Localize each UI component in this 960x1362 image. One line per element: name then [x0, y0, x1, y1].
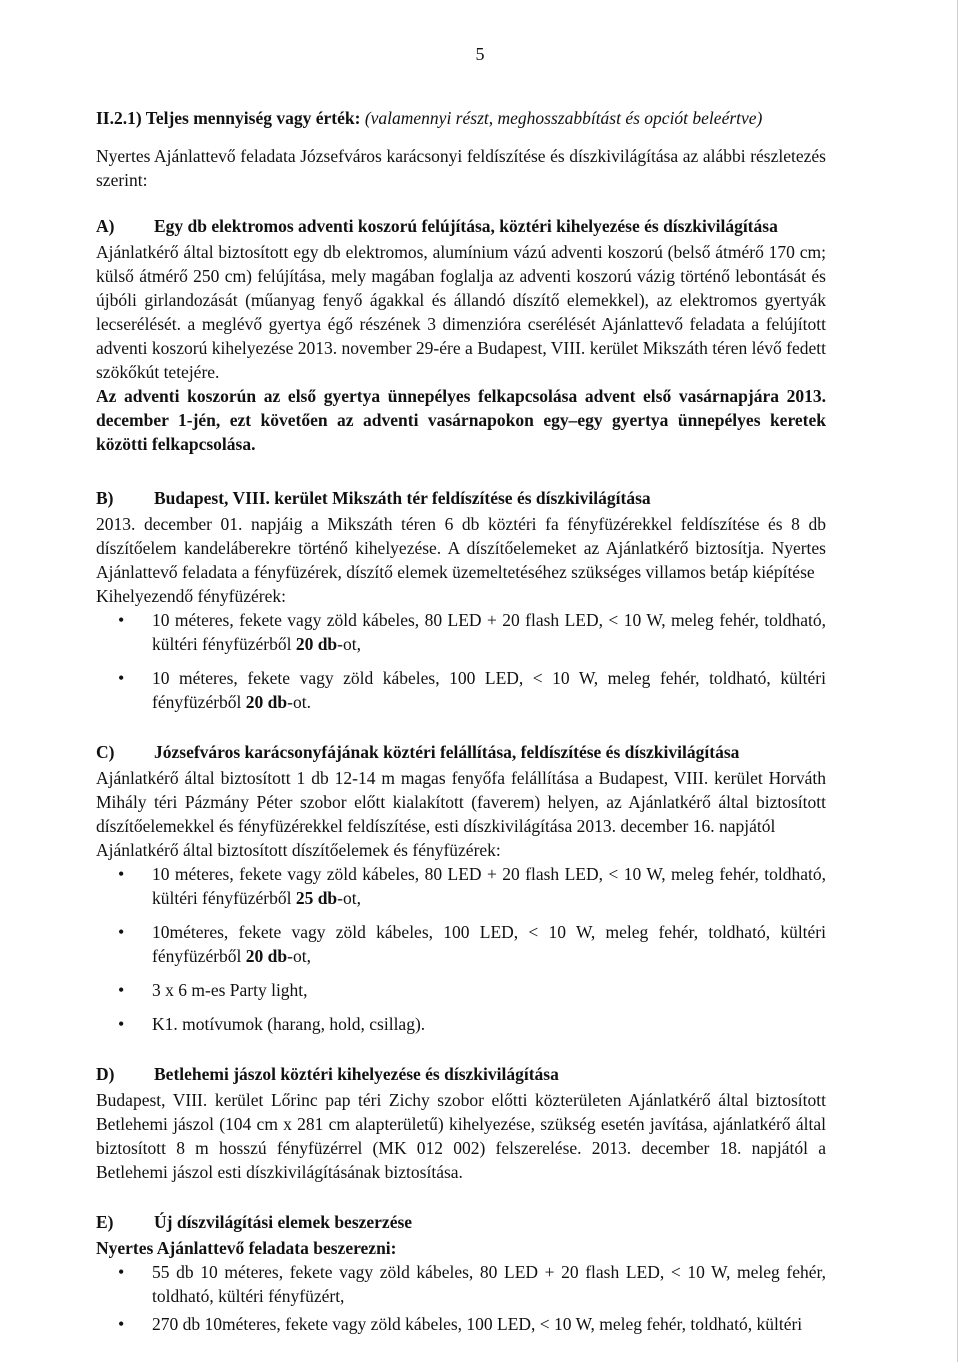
- section-b-title: [96, 486, 826, 510]
- list-item: [96, 862, 826, 910]
- section-c-title-text: Józsefváros karácsonyfájának köztéri felállítása, feldíszítése és díszkivilágítása: [154, 742, 740, 762]
- heading-italic-note: (valamennyi részt, meghosszabbítást és opciót beleértve): [364, 108, 763, 128]
- section-c-list: [96, 862, 826, 1036]
- list-item-text: 55 db 10 méteres, fekete vagy zöld kábeles, 80 LED + 20 flash LED, < 10 W, meleg fehér, toldható, kültéri fényfüzért,: [152, 1262, 826, 1306]
- section-e-title: [96, 1210, 826, 1234]
- page-edge-line: [957, 0, 958, 1362]
- list-item-suffix: -ot.: [287, 692, 311, 712]
- section-d-title: [96, 1062, 826, 1086]
- document-body: [96, 106, 826, 1346]
- section-d-text: Budapest, VIII. kerület Lőrinc pap téri Zichy szobor előtti közterületen Ajánlatkérő által biztosított Betlehemi jászol (104 cm x 281 cm alapterületű) kihelyezése, szükség esetén javítása, ajánlatkérő által biztosított 8 m hosszú fényfüzérrel (MK 012 002) felszerelése. 2013. december 18. napjától a Betlehemi jászol esti díszkivilágításának biztosítása.: [96, 1090, 826, 1182]
- list-item-quantity: 20 db: [245, 946, 288, 966]
- list-item: [96, 920, 826, 968]
- section-c: [96, 740, 826, 1036]
- section-d-letter: D): [96, 1064, 115, 1084]
- heading-label: II.2.1) Teljes mennyiség vagy érték:: [96, 108, 365, 128]
- list-item-suffix: -ot,: [337, 634, 361, 654]
- section-a-title-text: Egy db elektromos adventi koszorú felújítása, köztéri kihelyezése és díszkivilágítása: [154, 216, 778, 236]
- section-d: [96, 1062, 826, 1184]
- list-item: [96, 666, 826, 714]
- list-item-text: 10 méteres, fekete vagy zöld kábeles, 80 LED + 20 flash LED, < 10 W, meleg fehér, toldható, kültéri fényfüzérből: [152, 610, 826, 654]
- list-item-quantity: 20 db: [245, 692, 288, 712]
- section-e-list: [96, 1260, 826, 1336]
- list-item-suffix: -ot,: [337, 888, 361, 908]
- list-item: [96, 1312, 826, 1336]
- list-item: [96, 1012, 826, 1036]
- list-item: [96, 978, 826, 1002]
- section-e-list-intro: Nyertes Ajánlattevő feladata beszerezni:: [96, 1238, 397, 1258]
- page-number: 5: [475, 44, 485, 64]
- section-a-letter: A): [96, 216, 115, 236]
- section-b-list: [96, 608, 826, 714]
- list-item-quantity: 20 db: [295, 634, 338, 654]
- section-b-text: 2013. december 01. napjáig a Mikszáth téren 6 db köztéri fa fényfüzérekkel feldíszítése és 8 db díszítőelem kandeláberekre történő kihelyezése. A díszítőelemeket az Ajánlatkérő biztosítja. Nyertes Ajánlattevő feladata a fényfüzérek, díszítő elemek üzemeltetéséhez szükséges villamos betáp kiépítése: [96, 514, 826, 582]
- section-b-list-intro: Kihelyezendő fényfüzérek:: [96, 586, 286, 606]
- section-a: [96, 214, 826, 456]
- list-item-text: 3 x 6 m-es Party light,: [152, 980, 308, 1000]
- list-item-quantity: 25 db: [295, 888, 338, 908]
- section-d-title-text: Betlehemi jászol köztéri kihelyezése és díszkivilágítása: [154, 1064, 559, 1084]
- section-e: [96, 1210, 826, 1336]
- section-a-bold-text: Az adventi koszorún az első gyertya ünnepélyes felkapcsolása advent első vasárnapjára 2013. december 1-jén, ezt követően az adventi vasárnapokon egy–egy gyertya ünnepélyes keretek közötti felkapcsolása.: [96, 386, 826, 454]
- section-b-letter: B): [96, 488, 114, 508]
- section-c-text: Ajánlatkérő által biztosított 1 db 12-14 m magas fenyőfa felállítása a Budapest, VIII. kerület Horváth Mihály téri Pázmány Péter szobor előtt kialakított (faverem) helyen, az Ajánlatkérő által biztosított díszítőelemekkel és fényfüzérekkel feldíszítése, esti díszkivilágítása 2013. december 16. napjától: [96, 768, 826, 836]
- list-item-text: K1. motívumok (harang, hold, csillag).: [152, 1014, 426, 1034]
- list-item-text: 10 méteres, fekete vagy zöld kábeles, 80 LED + 20 flash LED, < 10 W, meleg fehér, toldható, kültéri fényfüzérből: [152, 864, 826, 908]
- section-c-letter: C): [96, 742, 115, 762]
- section-a-title: [96, 214, 826, 238]
- section-heading: [96, 106, 826, 130]
- list-item-suffix: -ot,: [287, 946, 311, 966]
- list-item: [96, 608, 826, 656]
- section-c-title: [96, 740, 826, 764]
- list-item-text: 270 db 10méteres, fekete vagy zöld kábeles, 100 LED, < 10 W, meleg fehér, toldható, kültéri: [152, 1314, 803, 1334]
- list-item-text: 10méteres, fekete vagy zöld kábeles, 100 LED, < 10 W, meleg fehér, toldható, kültéri fényfüzérből: [152, 922, 826, 966]
- list-item: [96, 1260, 826, 1308]
- section-a-text: Ajánlatkérő által biztosított egy db elektromos, alumínium vázú adventi koszorú (belső átmérő 170 cm; külső átmérő 250 cm) felújítása, mely magában foglalja az adventi koszorú vázig történő lebontását és újbóli girlandozását (műanyag fenyő ágakkal és állandó díszítő elemekkel), az elektromos gyertyák lecserélését. a meglévő gyertya égő részének 3 dimenzióra cserélését Ajánlattevő feladata a felújított adventi koszorú kihelyezése 2013. november 29-ére a Budapest, VIII. kerület Mikszáth téren lévő fedett szökőkút tetejére.: [96, 242, 826, 382]
- section-e-title-text: Új díszvilágítási elemek beszerzése: [154, 1212, 413, 1232]
- intro-paragraph: Nyertes Ajánlattevő feladata Józsefváros karácsonyi feldíszítése és díszkivilágítása az alábbi részletezés szerint:: [96, 146, 826, 190]
- list-item-text: 10 méteres, fekete vagy zöld kábeles, 100 LED, < 10 W, meleg fehér, toldható, kültéri fényfüzérből: [152, 668, 826, 712]
- section-b-title-text: Budapest, VIII. kerület Mikszáth tér feldíszítése és díszkivilágítása: [154, 488, 651, 508]
- section-b: [96, 486, 826, 714]
- section-c-list-intro: Ajánlatkérő által biztosított díszítőelemek és fényfüzérek:: [96, 840, 501, 860]
- section-e-letter: E): [96, 1212, 114, 1232]
